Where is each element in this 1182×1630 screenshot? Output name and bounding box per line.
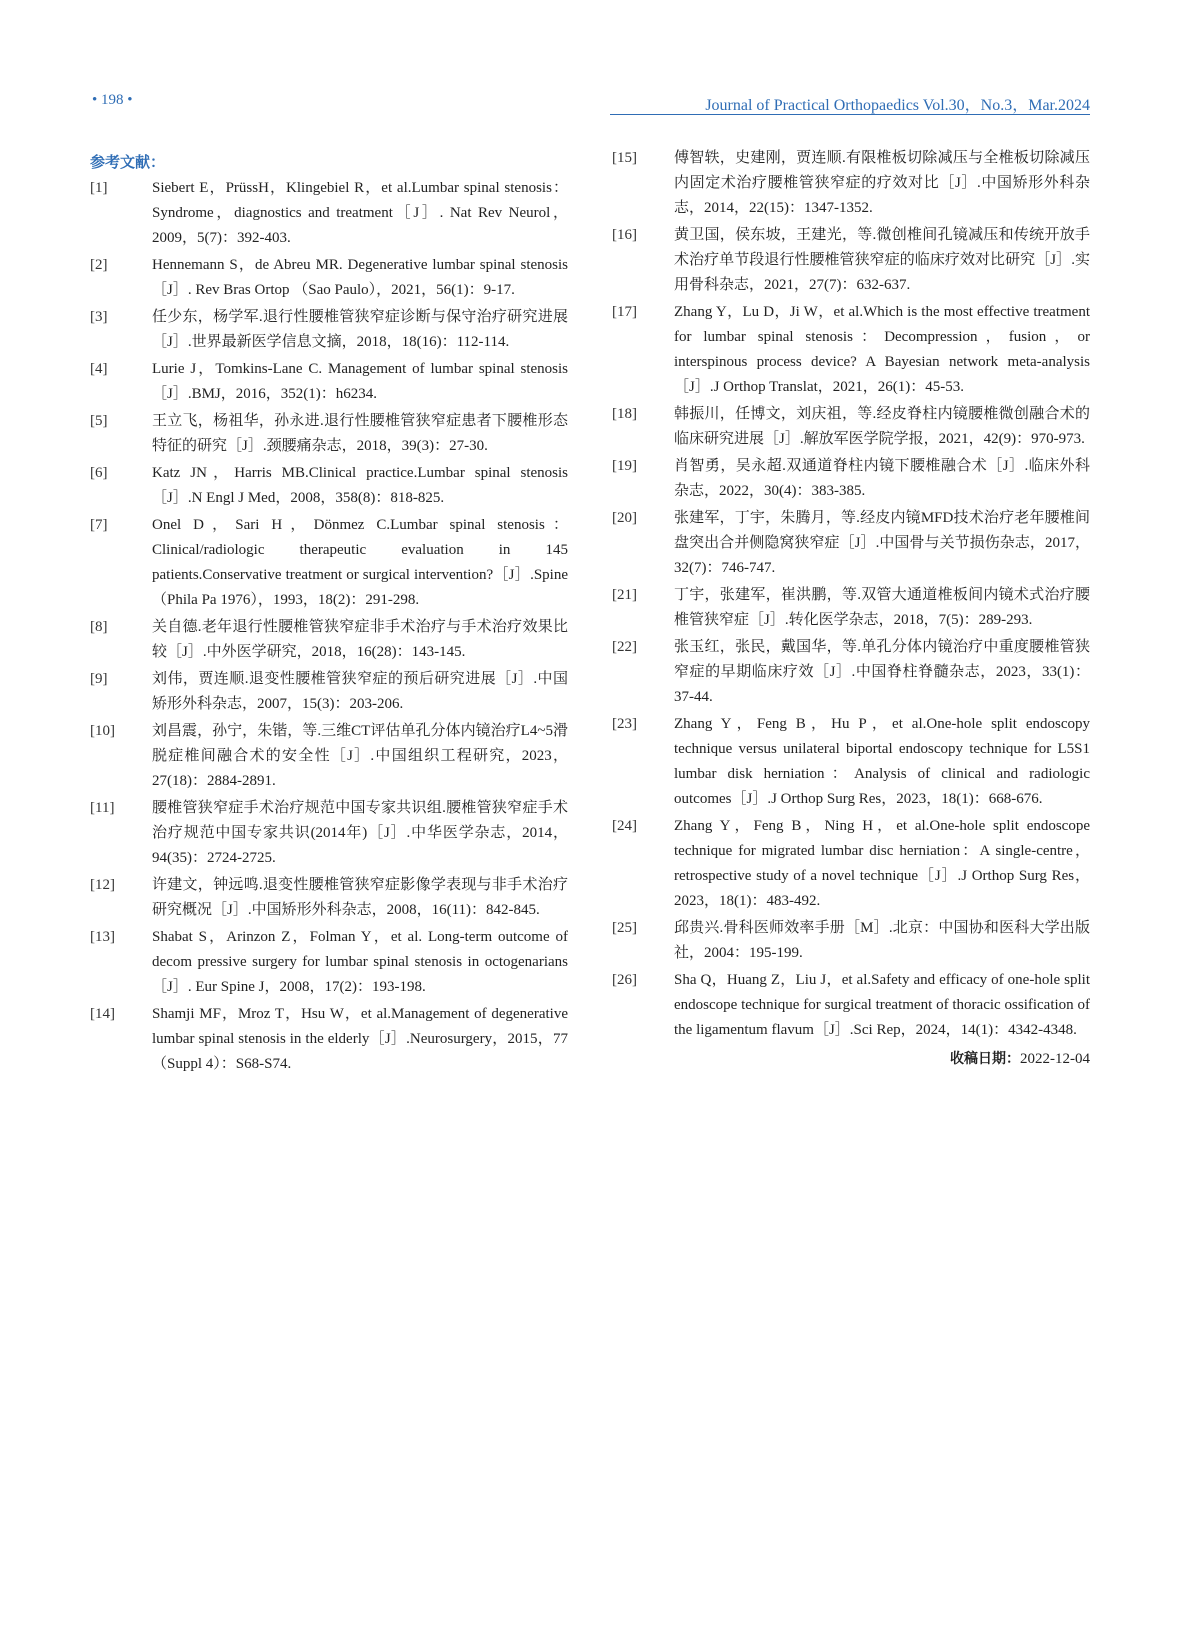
reference-text: 腰椎管狭窄症手术治疗规范中国专家共识组.腰椎管狭窄症手术治疗规范中国专家共识(2014年)［J］.中华医学杂志，2014，94(35)：2724-2725. <box>152 800 568 866</box>
reference-item <box>90 357 568 407</box>
reference-item <box>612 402 1090 452</box>
reference-text: Lurie J，Tomkins-Lane C. Management of lumbar spinal stenosis［J］.BMJ，2016，352(1)：h6234. <box>152 361 568 402</box>
reference-text: 肖智勇，吴永超.双通道脊柱内镜下腰椎融合术［J］.临床外科杂志，2022，30(4)：383-385. <box>674 458 1090 499</box>
reference-number: [19] <box>612 458 637 474</box>
reference-item <box>90 409 568 459</box>
reference-item <box>612 146 1090 221</box>
reference-number: [25] <box>612 920 637 936</box>
reference-text: 丁宇，张建军，崔洪鹏，等.双管大通道椎板间内镜术式治疗腰椎管狭窄症［J］.转化医学杂志，2018，7(5)：289-293. <box>674 587 1090 628</box>
reference-item <box>90 615 568 665</box>
left-column <box>90 150 568 1079</box>
reference-item <box>90 667 568 717</box>
reference-number: [20] <box>612 510 637 526</box>
reference-item <box>90 925 568 1000</box>
reference-item <box>90 796 568 871</box>
reference-number: [15] <box>612 150 637 166</box>
reference-number: [18] <box>612 406 637 422</box>
reference-number: [23] <box>612 716 637 732</box>
reference-number: [1] <box>90 180 108 196</box>
reference-item <box>612 583 1090 633</box>
reference-number: [22] <box>612 639 637 655</box>
reference-number: [8] <box>90 619 108 635</box>
reference-text: 刘伟，贾连顺.退变性腰椎管狭窄症的预后研究进展［J］.中国矫形外科杂志，2007，15(3)：203-206. <box>152 671 568 712</box>
reference-number: [4] <box>90 361 108 377</box>
reference-item <box>90 719 568 794</box>
reference-number: [13] <box>90 929 115 945</box>
header-rule <box>610 114 1090 115</box>
reference-item <box>612 814 1090 914</box>
reference-number: [24] <box>612 818 637 834</box>
reference-number: [26] <box>612 972 637 988</box>
reference-text: 韩振川，任博文，刘庆祖，等.经皮脊柱内镜腰椎微创融合术的临床研究进展［J］.解放军医学院学报，2021，42(9)：970-973. <box>674 406 1090 447</box>
reference-item <box>612 916 1090 966</box>
reference-item <box>90 305 568 355</box>
reference-item <box>612 454 1090 504</box>
reference-list-left <box>90 176 568 1077</box>
page-number: • 198 • <box>92 92 133 108</box>
reference-number: [10] <box>90 723 115 739</box>
reference-number: [14] <box>90 1006 115 1022</box>
journal-citation: Journal of Practical Orthopaedics Vol.30，No.3，Mar.2024 <box>705 97 1090 114</box>
reference-number: [9] <box>90 671 108 687</box>
right-column <box>612 146 1090 1072</box>
reference-item <box>612 506 1090 581</box>
reference-text: Onel D，Sari H，Dönmez C.Lumbar spinal stenosis：Clinical/radiologic therapeutic evaluation in 145 patients.Conservative treatment or surgical intervention?［J］.Spine（Phila Pa 1976），1993，18(2)：291-298. <box>152 517 568 608</box>
reference-text: 刘昌震，孙宁，朱锴，等.三维CT评估单孔分体内镜治疗L4~5滑脱症椎间融合术的安全性［J］.中国组织工程研究，2023，27(18)：2884-2891. <box>152 723 568 789</box>
reference-text: Shabat S，Arinzon Z，Folman Y，et al. Long-term outcome of decom pressive surgery for lumbar spinal stenosis in octogenarians［J］. Eur Spine J，2008，17(2)：193-198. <box>152 929 568 995</box>
reference-number: [17] <box>612 304 637 320</box>
reference-item <box>90 176 568 251</box>
reference-text: 王立飞，杨祖华，孙永进.退行性腰椎管狭窄症患者下腰椎形态特征的研究［J］.颈腰痛杂志，2018，39(3)：27-30. <box>152 413 568 454</box>
received-date: 2022-12-04 <box>1020 1051 1090 1067</box>
reference-text: 张建军，丁宇，朱腾月，等.经皮内镜MFD技术治疗老年腰椎间盘突出合并侧隐窝狭窄症［J］.中国骨与关节损伤杂志，2017，32(7)：746-747. <box>674 510 1090 576</box>
reference-text: Zhang Y，Lu D，Ji W，et al.Which is the most effective treatment for lumbar spinal stenosis：Decompression，fusion，or interspinous process device? A Bayesian network meta-analysis［J］.J Orthop Translat，2021，26(1)：45-53. <box>674 304 1090 395</box>
reference-item <box>612 712 1090 812</box>
reference-number: [5] <box>90 413 108 429</box>
received-label: 收稿日期： <box>950 1051 1020 1067</box>
reference-item <box>612 968 1090 1043</box>
reference-text: Katz JN，Harris MB.Clinical practice.Lumbar spinal stenosis［J］.N Engl J Med，2008，358(8)：818-825. <box>152 465 568 506</box>
reference-item <box>90 253 568 303</box>
reference-text: Hennemann S，de Abreu MR. Degenerative lumbar spinal stenosis［J］. Rev Bras Ortop （Sao Paulo），2021，56(1)：9-17. <box>152 257 568 298</box>
reference-text: 关自德.老年退行性腰椎管狭窄症非手术治疗与手术治疗效果比较［J］.中外医学研究，2018，16(28)：143-145. <box>152 619 568 660</box>
reference-text: Zhang Y，Feng B，Ning H，et al.One-hole split endoscope technique for migrated lumbar disc herniation：A single-centre，retrospective study of a novel technique［J］.J Orthop Surg Res，2023，18(1)：483-492. <box>674 818 1090 909</box>
reference-item <box>612 300 1090 400</box>
reference-text: 邱贵兴.骨科医师效率手册［M］.北京：中国协和医科大学出版社，2004：195-199. <box>674 920 1090 961</box>
reference-text: 许建文，钟远鸣.退变性腰椎管狭窄症影像学表现与非手术治疗研究概况［J］.中国矫形外科杂志，2008，16(11)：842-845. <box>152 877 568 918</box>
reference-number: [11] <box>90 800 115 816</box>
reference-list-right <box>612 146 1090 1043</box>
reference-text: Zhang Y，Feng B，Hu P，et al.One-hole split endoscopy technique versus unilateral biportal endoscopy technique for L5S1 lumbar disk herniation：Analysis of clinical and radiologic outcomes［J］.J Orthop Surg Res，2023，18(1)：668-676. <box>674 716 1090 807</box>
reference-text: 任少东，杨学军.退行性腰椎管狭窄症诊断与保守治疗研究进展［J］.世界最新医学信息文摘，2018，18(16)：112-114. <box>152 309 568 350</box>
running-header <box>90 92 1090 116</box>
reference-number: [2] <box>90 257 108 273</box>
references-heading: 参考文献： <box>90 153 166 171</box>
reference-text: Siebert E，PrüssH，Klingebiel R，et al.Lumbar spinal stenosis：Syndrome，diagnostics and treatment［J］. Nat Rev Neurol，2009，5(7)：392-403. <box>152 180 568 246</box>
reference-number: [6] <box>90 465 108 481</box>
reference-text: Shamji MF，Mroz T，Hsu W，et al.Management of degenerative lumbar spinal stenosis in the elderly［J］.Neurosurgery，2015，77（Suppl 4）：S68-S74. <box>152 1006 568 1072</box>
reference-item <box>612 635 1090 710</box>
reference-item <box>90 1002 568 1077</box>
reference-text: 张玉红，张民，戴国华，等.单孔分体内镜治疗中重度腰椎管狭窄症的早期临床疗效［J］.中国脊柱脊髓杂志，2023，33(1)：37-44. <box>674 639 1090 705</box>
reference-number: [16] <box>612 227 637 243</box>
reference-item <box>90 513 568 613</box>
reference-text: 黄卫国，侯东坡，王建光，等.微创椎间孔镜减压和传统开放手术治疗单节段退行性腰椎管狭窄症的临床疗效对比研究［J］.实用骨科杂志，2021，27(7)：632-637. <box>674 227 1090 293</box>
reference-item <box>90 461 568 511</box>
reference-number: [21] <box>612 587 637 603</box>
reference-text: Sha Q，Huang Z，Liu J，et al.Safety and efficacy of one-hole split endoscope technique for surgical treatment of thoracic ossification of the ligamentum flavum［J］.Sci Rep，2024，14(1)：4342-4348. <box>674 972 1090 1038</box>
reference-item <box>90 873 568 923</box>
reference-item <box>612 223 1090 298</box>
reference-number: [3] <box>90 309 108 325</box>
reference-number: [12] <box>90 877 115 893</box>
reference-number: [7] <box>90 517 108 533</box>
received-date-line <box>612 1047 1090 1072</box>
reference-text: 傅智轶，史建刚，贾连顺.有限椎板切除减压与全椎板切除减压内固定术治疗腰椎管狭窄症的疗效对比［J］.中国矫形外科杂志，2014，22(15)：1347-1352. <box>674 150 1090 216</box>
